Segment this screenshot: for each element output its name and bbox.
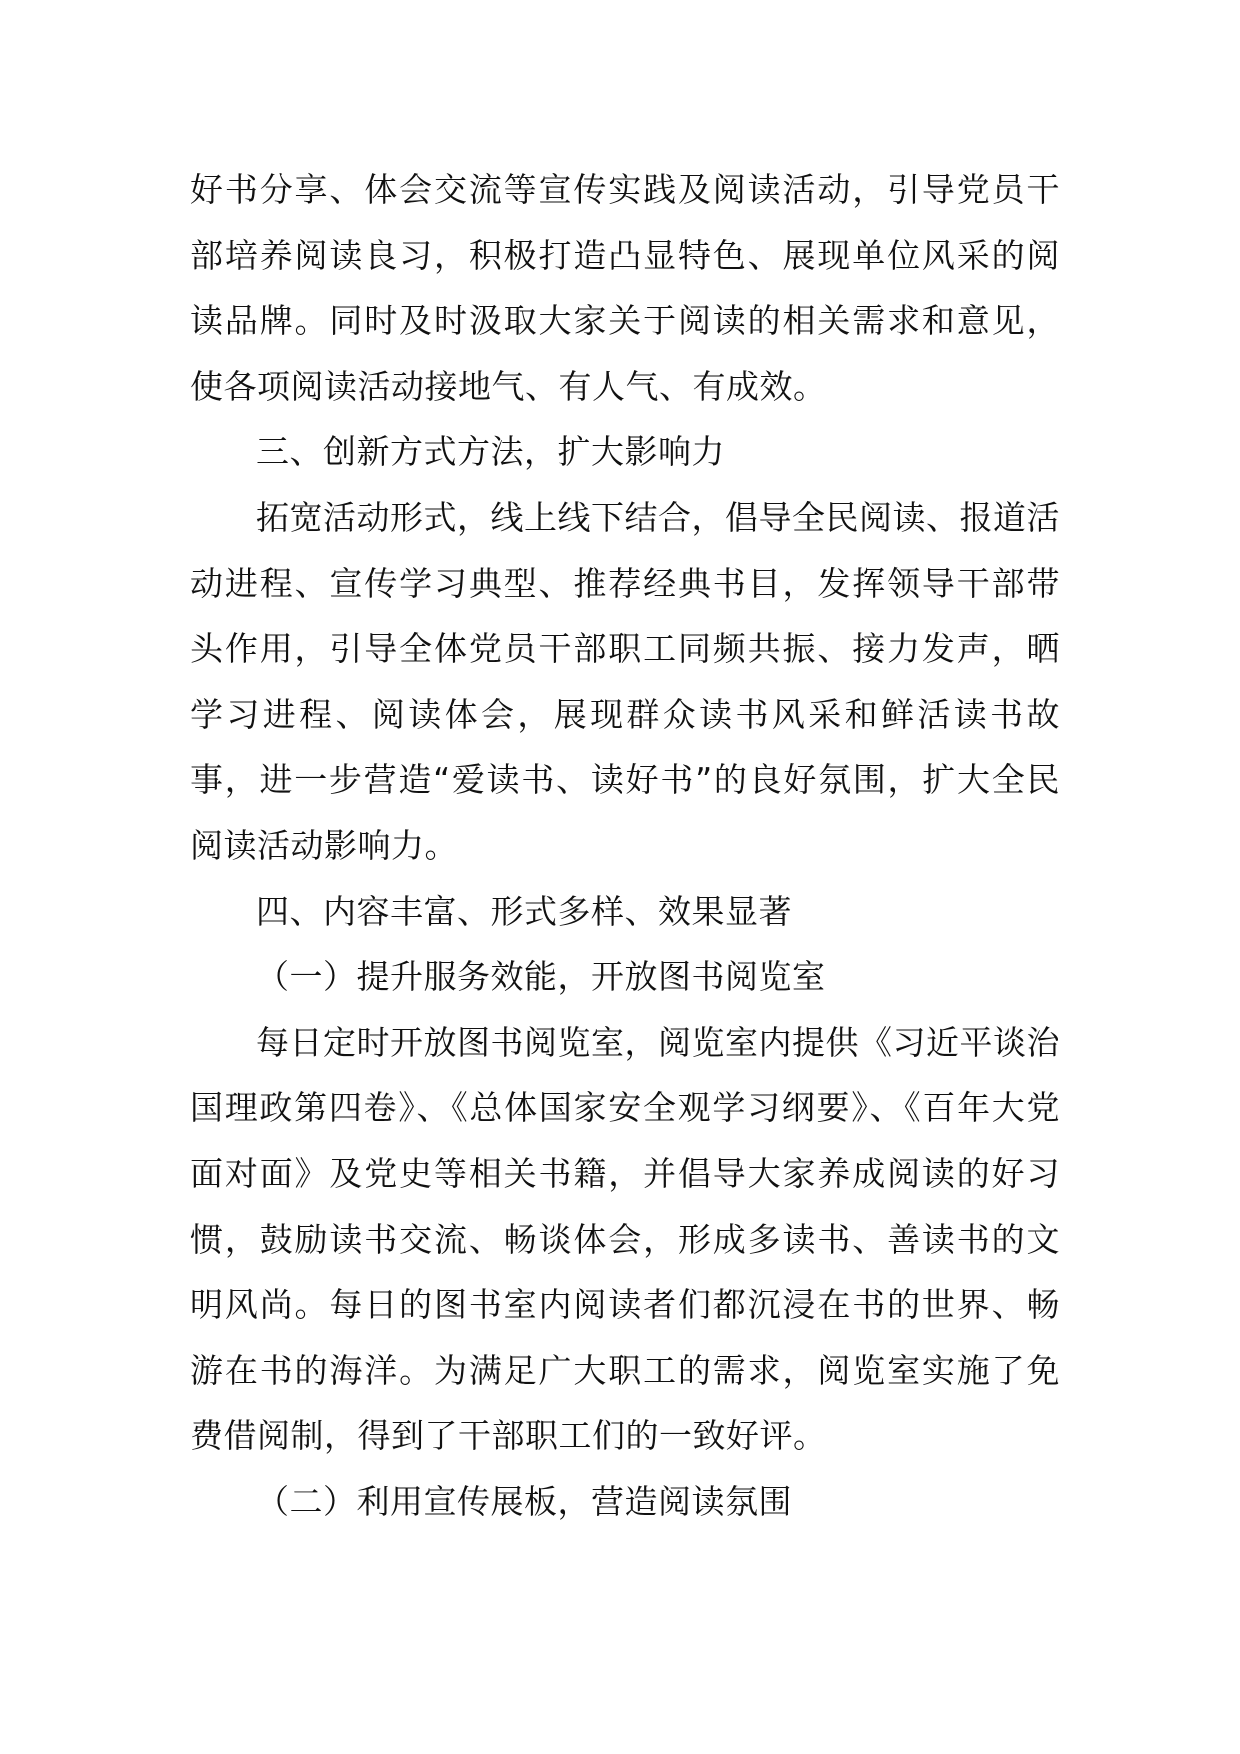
section-heading-rich-content: 四、内容丰富、形式多样、效果显著 <box>256 891 792 931</box>
subsection-heading-display-boards: （二）利用宣传展板，营造阅读氛围 <box>256 1481 792 1521</box>
paragraph-expand-influence: 拓宽活动形式，线上线下结合，倡导全民阅读、报道活动进程、宣传学习典型、推荐经典书目，发挥领导干部带头作用，引导全体党员干部职工同频共振、接力发声，晒学习进程、阅读体会，展现群众读书风采和鲜活读书故事，进一步营造“爱读书、读好书”的良好氛围，扩大全民阅读活动影响力。 <box>190 497 1060 865</box>
section-heading-innovation: 三、创新方式方法，扩大影响力 <box>256 432 725 472</box>
document-body <box>190 157 1060 1534</box>
paragraph-reading-room: 每日定时开放图书阅览室，阅览室内提供《习近平谈治国理政第四卷》、《总体国家安全观学习纲要》、《百年大党面对面》及党史等相关书籍，并倡导大家养成阅读的好习惯，鼓励读书交流、畅谈体会，形成多读书、善读书的文明风尚。每日的图书室内阅读者们都沉浸在书的世界、畅游在书的海洋。为满足广大职工的需求，阅览室实施了免费借阅制，得到了干部职工们的一致好评。 <box>190 1022 1060 1456</box>
paragraph-reading-activities: 好书分享、体会交流等宣传实践及阅读活动，引导党员干部培养阅读良习，积极打造凸显特色、展现单位风采的阅读品牌。同时及时汲取大家关于阅读的相关需求和意见，使各项阅读活动接地气、有人气、有成效。 <box>190 170 1060 406</box>
subsection-heading-reading-room: （一）提升服务效能，开放图书阅览室 <box>256 957 826 997</box>
